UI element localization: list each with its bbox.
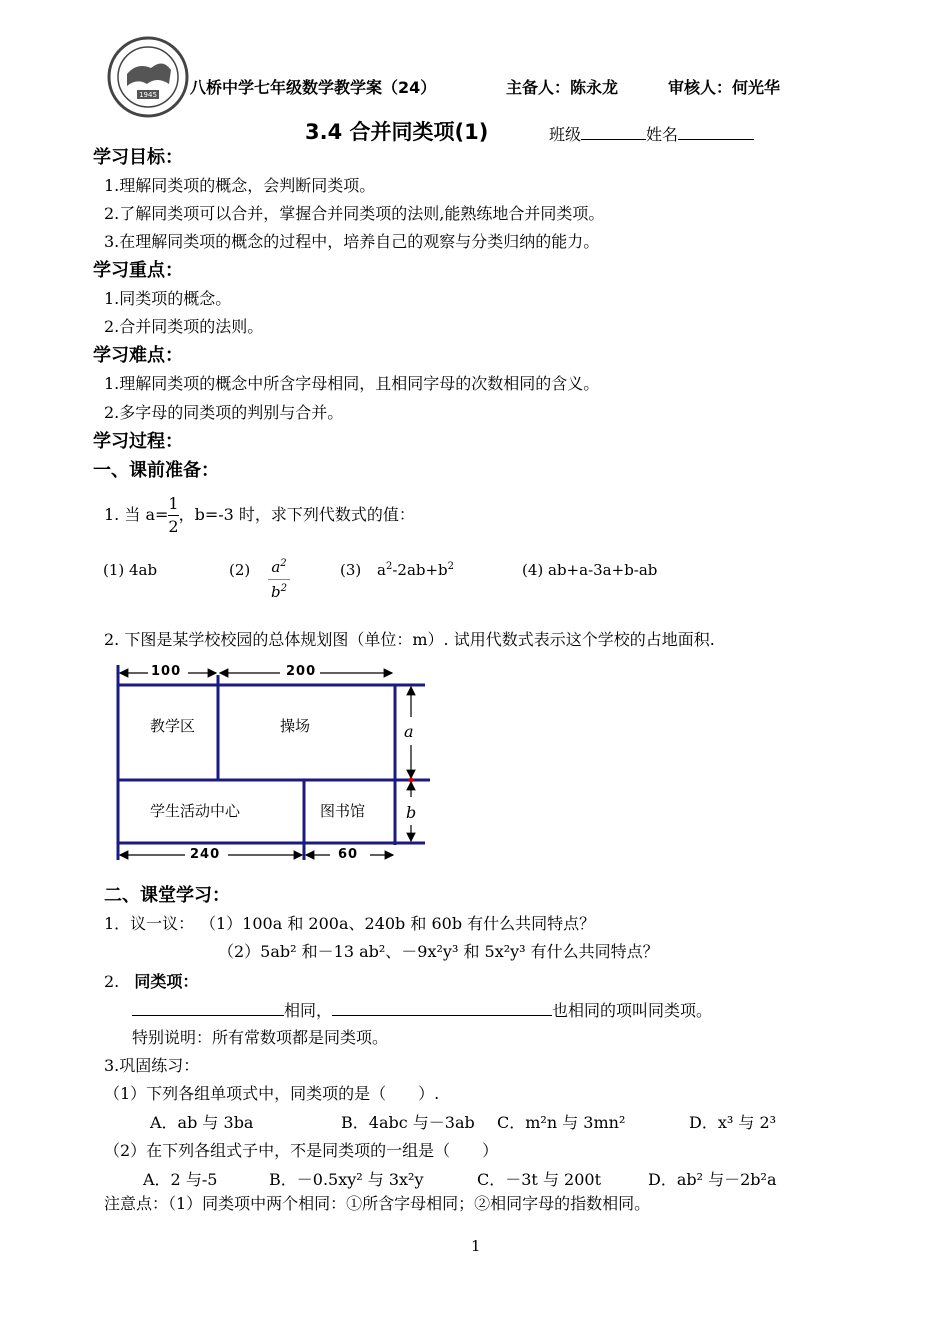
class-blank[interactable]	[581, 123, 646, 140]
difficulty-2: 2.多字母的同类项的判别与合并。	[104, 403, 344, 422]
fraction-numerator: 1	[168, 493, 178, 516]
prep-question-1	[104, 490, 415, 540]
class-field	[549, 123, 754, 145]
key-points-heading: 学习重点：	[93, 260, 183, 281]
process-heading: 学习过程：	[93, 431, 183, 452]
header-reviewer: 审核人：何光华	[668, 78, 781, 97]
campus-plan-diagram	[100, 655, 440, 870]
class-q1b: （2）5ab² 和－13 ab²、－9x²y³ 和 5x²y³ 有什么共同特点？	[218, 942, 659, 961]
part-4: (4) ab+a-3a+b-ab	[522, 561, 658, 579]
class-q2	[104, 972, 198, 992]
e2-option-c: C．－3t 与 200t	[477, 1170, 601, 1189]
part-3: $a^2-2ab+b^2$	[377, 561, 455, 579]
fraction-denominator: 2	[168, 516, 179, 536]
part-1: (1) 4ab	[103, 561, 158, 579]
q2-term: 同类项：	[134, 972, 199, 991]
dim-b: b	[406, 803, 417, 822]
name-blank[interactable]	[678, 123, 754, 140]
name-label: 姓名	[646, 125, 679, 144]
practice-label: 3.巩固练习：	[104, 1056, 200, 1075]
goal-item-1: 1.理解同类项的概念，会判断同类项。	[104, 176, 376, 195]
p3-rest: -2ab+b	[392, 561, 448, 579]
definition-blank-1[interactable]	[132, 999, 284, 1016]
class-q1a: （1）100a 和 200a、240b 和 60b 有什么共同特点？	[200, 914, 596, 933]
exercise-1: （1）下列各组单项式中，同类项的是（ ）.	[104, 1084, 440, 1103]
seal-year: 1945	[139, 91, 157, 99]
dim-60: 60	[338, 847, 359, 862]
dim-100: 100	[151, 664, 182, 679]
part-3-label: (3)	[340, 561, 362, 579]
key-point-2: 2.合并同类项的法则。	[104, 317, 264, 336]
region-playground: 操场	[280, 717, 311, 735]
notes: 注意点：（1）同类项中两个相同：①所含字母相同；②相同字母的指数相同。	[104, 1194, 651, 1213]
class-q1-label: 1．议一议：	[104, 914, 195, 933]
page-number: 1	[471, 1237, 481, 1255]
definition-line	[132, 999, 712, 1021]
p2-numerator: a	[271, 558, 281, 576]
part-2-fraction: $a^2$ $b^2$	[268, 555, 290, 604]
dim-200: 200	[286, 664, 317, 679]
p3-a: a	[377, 561, 386, 579]
dim-240: 240	[190, 847, 221, 862]
school-seal-logo	[107, 36, 189, 118]
definition-mid: 相同，	[284, 1001, 333, 1020]
fraction-one-half	[168, 493, 178, 538]
region-activity: 学生活动中心	[150, 802, 241, 820]
region-teaching: 教学区	[150, 717, 196, 735]
goals-heading: 学习目标：	[93, 147, 183, 168]
class-heading: 二、课堂学习：	[104, 885, 230, 906]
key-point-1: 1.同类项的概念。	[104, 289, 232, 308]
page-title: 3.4 合并同类项(1)	[305, 120, 489, 144]
q2-label: 2.	[104, 972, 120, 991]
prep-heading: 一、课前准备：	[93, 460, 219, 481]
difficulties-heading: 学习难点：	[93, 345, 183, 366]
region-library: 图书馆	[320, 802, 366, 820]
q1-suffix: ，b=-3 时，求下列代数式的值：	[178, 505, 415, 524]
definition-blank-2[interactable]	[332, 999, 552, 1016]
difficulty-1: 1.理解同类项的概念中所含字母相同，且相同字母的次数相同的含义。	[104, 374, 600, 393]
prep-question-2: 2. 下图是某学校校园的总体规划图（单位：m）. 试用代数式表示这个学校的占地面积.	[104, 630, 715, 649]
dim-a: a	[404, 722, 414, 741]
exercise-2: （2）在下列各组式子中，不是同类项的一组是（ ）	[104, 1141, 499, 1160]
definition-end: 也相同的项叫同类项。	[552, 1001, 713, 1020]
e2-option-d: D．ab² 与－2b²a	[648, 1170, 777, 1189]
goal-item-3: 3.在理解同类项的概念的过程中，培养自己的观察与分类归纳的能力。	[104, 232, 600, 251]
goal-item-2: 2.了解同类项可以合并，掌握合并同类项的法则,能熟练地合并同类项。	[104, 204, 605, 223]
e1-option-d: D．x³ 与 2³	[689, 1113, 777, 1132]
e1-option-a: A．ab 与 3ba	[150, 1113, 254, 1132]
e1-option-b: B．4abc 与－3ab	[341, 1113, 475, 1132]
p2-denominator: b	[271, 583, 281, 601]
class-label: 班级	[549, 125, 582, 144]
e2-option-b: B．－0.5xy² 与 3x²y	[269, 1170, 424, 1189]
part-2-label: (2)	[229, 561, 251, 579]
q1-prefix: 1. 当 a=	[104, 505, 169, 524]
header-school: 八桥中学七年级数学教学案（24）	[190, 78, 437, 97]
definition-note: 特别说明：所有常数项都是同类项。	[132, 1028, 389, 1047]
e1-option-c: C．m²n 与 3mn²	[497, 1113, 626, 1132]
header-preparer: 主备人：陈永龙	[506, 78, 619, 97]
e2-option-a: A．2 与-5	[143, 1170, 218, 1189]
